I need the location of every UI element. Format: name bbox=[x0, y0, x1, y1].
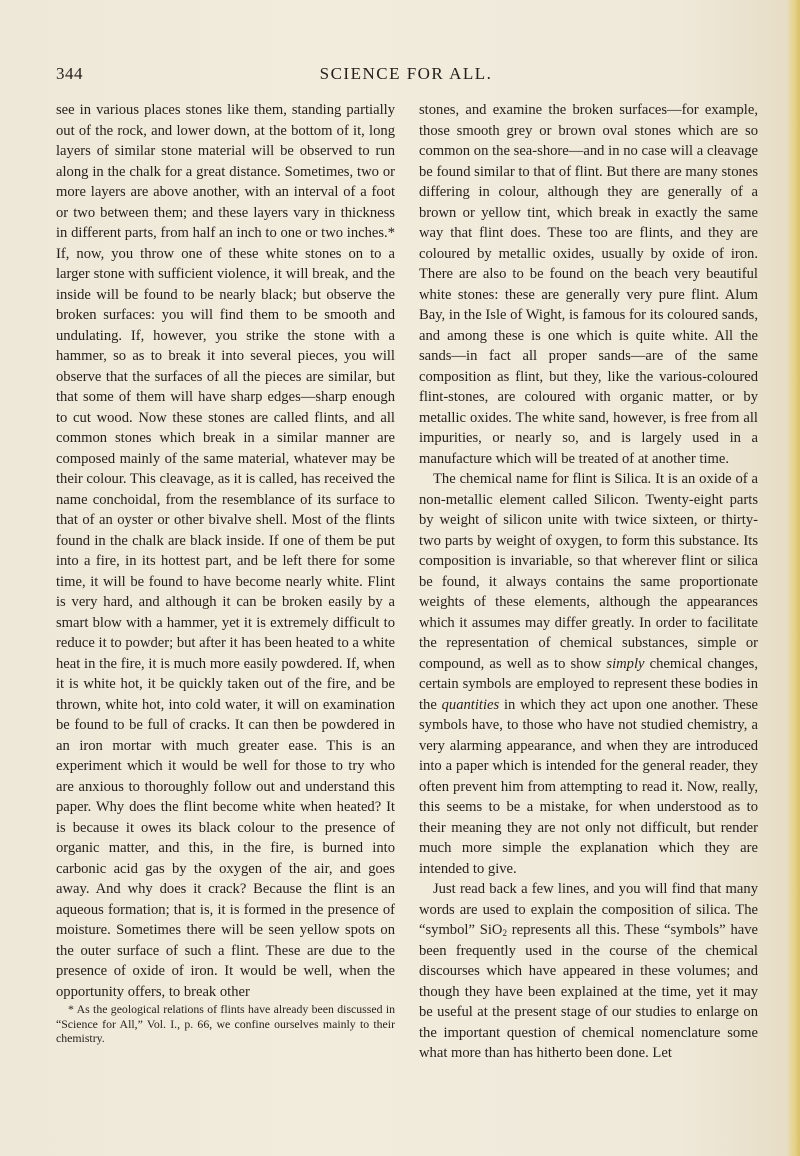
page-number: 344 bbox=[56, 64, 83, 83]
right-column bbox=[419, 100, 758, 1064]
page-header bbox=[56, 64, 756, 86]
text-run: in which they act upon one another. These symbols have, to those who have not studied chemistry, a very alarming appearance, and when they are introduced into a paper which is intended for the general reader, they often prevent him from attempting to read it. Now, really, this seems to be a mistake, for when understood as to their meaning they are not only not difficult, but render much more simple the explanation which they are intended to give. bbox=[419, 696, 758, 877]
text-run: chemical changes, certain symbols are employed to represent these bodies in the bbox=[419, 655, 758, 713]
text-run: Just read back a few lines, and you will find that many words are used to explain the composition of silica. The “symbol” SiO bbox=[419, 881, 758, 938]
running-head: SCIENCE FOR ALL. bbox=[319, 64, 493, 83]
right-paragraph-1: stones, and examine the broken surfaces—for example, those smooth grey or brown oval stones which are so common on the sea-shore—and in no case will a cleavage be found similar to that of flint. But there are many stones differing in colour, although they are generally of a brown or yellow tint, which break in exactly the same way that flint does. These too are flints, and they are coloured by metallic oxides, usually by oxide of iron. There are also to be found on the beach very beautiful white stones: these are generally very pure flint. Alum Bay, in the Isle of Wight, is famous for its coloured sands, and among these is one which is quite white. All the sands—in fact all proper sands—are of the same composition as flint, but they, like the various-coloured flint-stones, are coloured with organic matter, or by metallic oxides. The white sand, however, is free from all impurities, or nearly so, and is largely used in a manufacture which will be treated of at another time. bbox=[419, 102, 758, 467]
text-run: The chemical name for flint is Silica. It is an oxide of a non-metallic element called Silicon. Twenty-eight parts by weight of silicon unite with twice sixteen, or thirty-two parts by weight of oxygen, to form this substance. Its composition is invariable, so that wherever flint or silica be found, it always contains the same proportionate weights of these elements, although the appearances which it assumes may differ greatly. In order to facilitate the representation of chemical substances, simple or compound, as well as to show bbox=[419, 471, 758, 672]
footnote: * As the geological relations of flints have already been discussed in “Science for All,” Vol. I., p. 66, we confine ourselves mainly to their chemistry. bbox=[56, 1002, 395, 1045]
right-paragraph-3 bbox=[419, 879, 758, 1064]
left-paragraph: see in various places stones like them, standing partially out of the rock, and lower down, at the bottom of it, long layers of similar stone material will be observed to run along in the chalk for a great distance. Sometimes, two or more layers are above another, with an interval of a foot or two between them; and these layers vary in thickness in different parts, from half an inch to one or two inches.* If, now, you throw one of these white stones on to a larger stone with sufficient violence, it will break, and the inside will be found to be nearly black; but observe the broken surfaces: you will find them to be smooth and undulating. If, however, you strike the stone with a hammer, so as to break it into several pieces, you will observe that the surfaces of all the pieces are similar, but that some of them will have sharp edges—sharp enough to cut wood. Now these stones are called flints, and all common stones which break in a similar manner are composed mainly of the same material, whatever may be their colour. This cleavage, as it is called, has received the name conchoidal, from the resemblance of its surface to that of an oyster or other bivalve shell. Most of the flints found in the chalk are black inside. If one of them be put into a fire, in its hottest part, and be left there for some time, it will be found to have become nearly white. Flint is very hard, and although it can be broken easily by a smart blow with a hammer, yet it is extremely difficult to reduce it to powder; but after it has been heated to a white heat in the fire, it is much more easily powdered. If, when it is white hot, it be quickly taken out of the fire, and be thrown, white hot, into cold water, it will on examination be found to be full of cracks. It can then be powdered in an iron mortar with much greater ease. This is an experiment which it would be well for those to try who are anxious to thoroughly follow out and understand this paper. Why does the flint become white when heated? It is because it owes its black colour to the presence of organic matter, and this, in the fire, is burned into carbonic acid gas by the oxygen of the air, and goes away. And why does it crack? Because the flint is an aqueous formation; that is, it is formed in the presence of moisture. Sometimes there will be seen yellow spots on the outer surface of such a flint. These are due to the presence of oxide of iron. It would be well, when the opportunity offers, to break other bbox=[56, 102, 395, 1000]
left-column bbox=[56, 100, 395, 1046]
emphasis-simply: simply bbox=[606, 655, 645, 672]
page-edge bbox=[786, 0, 800, 1156]
emphasis-quantities: quantities bbox=[441, 696, 500, 713]
text-run: represents all this. These “symbols” have been frequently used in the course of the chemical discourses which have appeared in these volumes; and though they have been explained at the time, yet it may be useful at the present stage of our studies to enlarge on the important question of chemical nomenclature some what more than has hitherto been done. Let bbox=[419, 922, 758, 1061]
subscript: 2 bbox=[502, 928, 507, 938]
right-paragraph-2 bbox=[419, 469, 758, 879]
